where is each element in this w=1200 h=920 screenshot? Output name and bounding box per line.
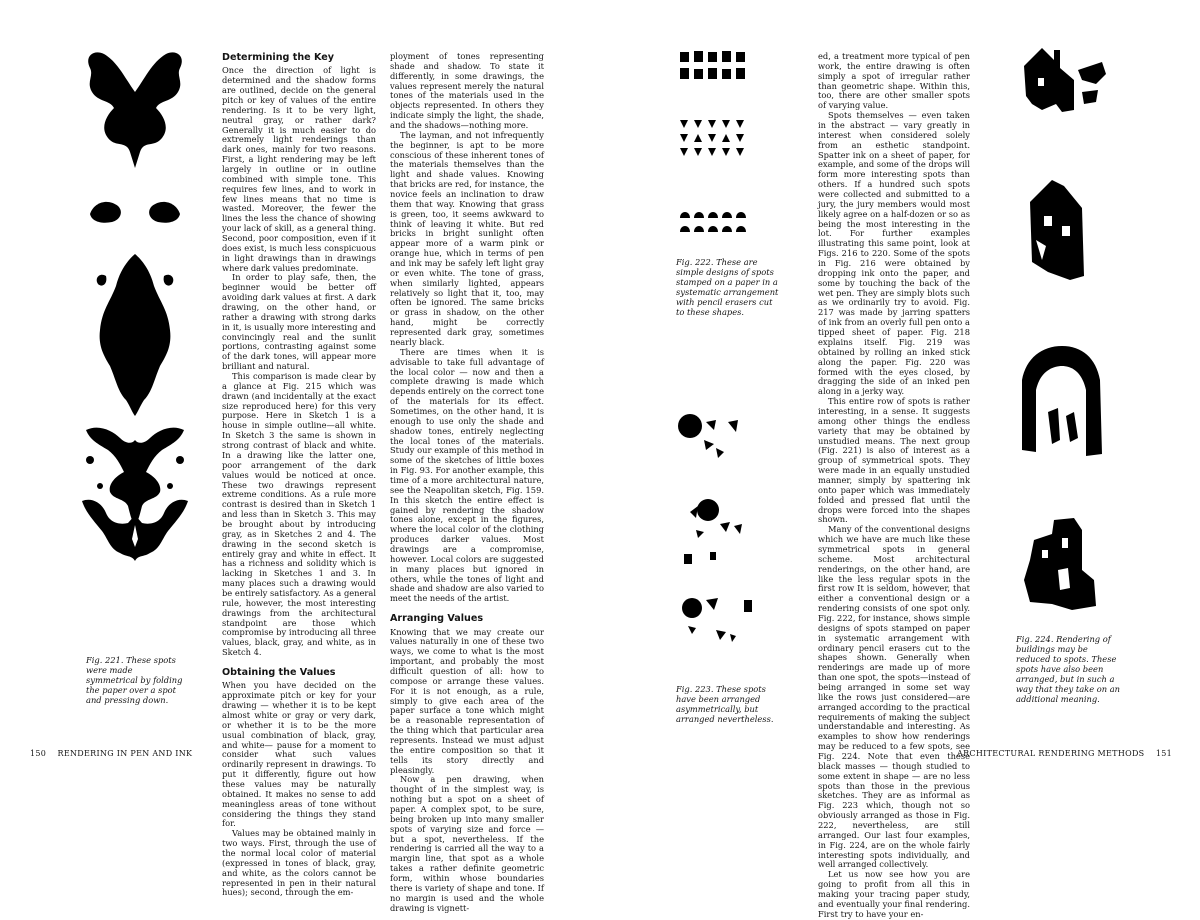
building-spot-4 xyxy=(1024,518,1096,610)
right-page-footer xyxy=(957,749,1172,758)
paragraph: Now a pen drawing, when thought of in the simplest way, is nothing but a spot on a sheet of paper. A complex spot, to be sure, being broken up into many smaller spots of varying size and force — but a spot, nevertheless. If the rendering is carried all the way to a margin line, that spot as a whole takes a rather definite geometric form, within whose boundaries there is variety of shape and tone. If no margin is used and the whole drawing is vignett- xyxy=(390,774,544,913)
paragraph: This entire row of spots is rather interesting, in a sense. It suggests among other things the endless variety that may be obtained by unstudied means. The next group (Fig. 221) is also of interest as a group of symmetrical spots. They were made in an equally unstudied manner, simply by spattering ink onto paper which was immediately folded and pressed flat until the drops were forced into the shapes shown. xyxy=(818,396,970,525)
fig-221-bottom-blot xyxy=(76,495,194,565)
paragraph: Spots themselves — even taken in the abstract — vary greatly in interest when considered solely from an esthetic standpoint. Spatter ink on a sheet of paper, for example, and some of the drops will form more interesting spots than others. If a hundred such spots were collected and submitted to a jury, the jury members would most likely agree on a half-dozen or so as being the most interesting in the lot. For further examples illustrating this same point, look at Figs. 216 to 220. Some of the spots in Fig. 216 were obtained by dropping ink onto the paper, and some by touching the back of the wet pen. They are simply blots such as we ordinarily try to avoid. Fig. 217 was made by jarring spatters of ink from an overly full pen onto a tipped sheet of paper. Fig. 218 explains itself. Fig. 219 was obtained by rolling an inked stick along the paper. Fig. 220 was formed with the eyes closed, by dragging the side of an inked pen along in a jerky way. xyxy=(818,110,970,397)
heading-obtaining-the-values: Obtaining the Values xyxy=(222,666,336,678)
page-number: 150 xyxy=(30,749,47,758)
fig-224-caption: Fig. 224. Rendering of buildings may be reduced to spots. These spots have also been arranged, but in such a way that they take on an additional meaning. xyxy=(1016,634,1121,704)
spot-group-2 xyxy=(684,499,742,564)
heading-arranging-values: Arranging Values xyxy=(390,613,484,625)
building-spot-3 xyxy=(1022,346,1102,456)
left-text-column-2 xyxy=(390,52,544,913)
fig-221-caption: Fig. 221. These spots were made symmetrical by folding the paper over a spot and pressing down. xyxy=(86,655,183,705)
stamp-row-triangles xyxy=(680,120,744,156)
left-page-footer xyxy=(30,749,192,758)
fig-223-caption: Fig. 223. These spots have been arranged asymmetrically, but arranged nevertheless. xyxy=(676,684,774,724)
paragraph: Knowing that we may create our values naturally in one of these two ways, we come to what is the most important, and probably the most difficult question of all: how to compose or arrange these values. For it is not enough, as a rule, simply to give each area of the paper surface a tone which might be a reasonable representation of the thing which that particular area represents. Instead we must adjust the entire composition so that it tells its story directly and pleasingly. xyxy=(390,626,544,775)
page-number: 151 xyxy=(1155,749,1172,758)
running-title: ARCHITECTURAL RENDERING METHODS xyxy=(957,749,1145,758)
stamp-row-squares xyxy=(680,51,745,79)
building-spot-2 xyxy=(1030,180,1084,280)
heading-determining-the-key: Determining the Key xyxy=(222,52,335,63)
paragraph: Many of the conventional designs which we have are much like these symmetrical spots in general scheme. Most architectural renderings, on the other hand, are like the less regular spots in the first row It is seldom, however, that either a conventional design or a rendering consists of one spot only. Fig. 222, for instance, shows simple designs of spots stamped on paper in systematic arrangement with ordinary pencil erasers cut to the shapes shown. Generally when renderings are made up of more than one spot, the spots—instead of being arranged in some set way like the rows just considered—are arranged according to the practical requirements of making the subject understandable and interesting. As examples to show how renderings may be reduced to a few spots, see Fig. 224. Note that even these black masses — though studied to some extent in shape — are no less spots than those in the previous sketches. They are as informal as Fig. 223 which, though not so obviously arranged as those in Fig. 222, nevertheless, are still arranged. Our last four examples, in Fig. 224, are on the whole fairly interesting spots individually, and well arranged collectively. xyxy=(818,524,970,870)
left-text-column-1 xyxy=(222,52,376,898)
paragraph: Once the direction of light is determined and the shadow forms are outlined, decide on the general pitch or key of values of the entire rendering. Is it to be very light, neutral gray, or rather dark? Generally it is much easier to do extremely light renderings than dark ones, mainly for two reasons. First, a light rendering may be left largely in outline or in outline combined with simple tone. This requires few lines, and to work in few lines means that no time is wasted. Moreover, the fewer the lines the less the chance of showing your lack of skill, as a general thing. Second, poor composition, even if it does exist, is much less conspicuous in light drawings than in drawings where dark values predominate. xyxy=(222,65,376,273)
paragraph: There are times when it is advisable to take full advantage of the local color — now and then a complete drawing is made which depends entirely on the correct tone of the materials for its effect. Sometimes, on the other hand, it is enough to use only the shade and shadow tones, entirely neglecting the local tones of the materials. Study our example of this method in some of the sketches of little boxes in Fig. 93. For another example, this time of a more architectural nature, see the Neapolitan sketch, Fig. 159. In this sketch the entire effect is gained by rendering the shadow tones alone, except in the figures, where the local color of the clothing produces darker values. Most drawings are a compromise, however. Local colors are suggested in many places but ignored in others, while the tones of light and shade and shadow are also varied to meet the needs of the artist. xyxy=(390,346,544,604)
fig-223-illustration xyxy=(676,412,760,680)
paragraph: The layman, and not infrequently the beginner, is apt to be more conscious of these inherent tones of the materials themselves than the light and shade values. Knowing that bricks are red, for instance, the novice feels an inclination to draw them that way. Knowing that grass is green, too, it seems awkward to think of leaving it white. But red bricks in bright sunlight often appear more of a warm pink or orange hue, which in terms of pen and ink may be safely left light gray or even white. The tone of grass, when similarly lighted, appears relatively so light that it, too, may often be ignored. The same bricks or grass in shadow, on the other hand, might be correctly represented dark gray, sometimes nearly black. xyxy=(390,129,544,347)
paragraph: When you have decided on the approximate pitch or key for your drawing — whether it is to be kept almost white or gray or very dark, or whether it is to be the more usual combination of black, gray, and white— pause for a moment to consider what such values ordinarily represent in drawings. To put it differently, figure out how these values may be naturally obtained. It makes no sense to add meaningless areas of tone without considering the things they stand for. xyxy=(222,680,376,829)
paragraph: Let us now see how you are going to profit from all this in making your tracing paper study, and eventually your final rendering. First try to have your en- xyxy=(818,869,970,919)
paragraph: In order to play safe, then, the beginner would be better off avoiding dark values at first. A dark drawing, on the other hand, or rather a drawing with strong darks in it, is usually more interesting and convincingly real and the sunlit portions, contrasting against some of the dark tones, will appear more brilliant and natural. xyxy=(222,272,376,372)
spot-group-3 xyxy=(682,598,752,642)
paragraph: ployment of tones representing shade and shadow. To state it differently, in some drawings, the values represent merely the natural tones of the materials used in the objects represented. In others they indicate simply the light, the shade, and the shadows—nothing more. xyxy=(390,51,544,131)
fig-222-caption: Fig. 222. These are simple designs of spots stamped on a paper in a systematic arrangement with pencil erasers cut to these shapes. xyxy=(676,257,779,317)
running-title: RENDERING IN PEN AND INK xyxy=(57,749,193,758)
stamp-row-domes xyxy=(680,212,746,232)
right-text-column xyxy=(818,52,970,920)
building-spot-1 xyxy=(1024,48,1106,112)
paragraph: ed, a treatment more typical of pen work, the entire drawing is often simply a spot of irregular rather than geometric shape. Within this, too, there are other smaller spots of varying value. xyxy=(818,51,970,111)
blot-moth xyxy=(88,52,182,168)
fig-222-illustration xyxy=(676,48,756,248)
blot-pair xyxy=(90,202,180,223)
fig-224-illustration xyxy=(1012,40,1112,620)
spot-group-1 xyxy=(678,414,738,458)
paragraph: Values may be obtained mainly in two ways. First, through the use of the normal local color of material (expressed in tones of black, gray, and white, as the colors cannot be represented in pen in their natural hues); second, through the em- xyxy=(222,828,376,898)
paragraph: This comparison is made clear by a glance at Fig. 215 which was drawn (and incidentally at the exact size reproduced here) for this very purpose. Here in Sketch 1 is a house in simple outline—all white. In Sketch 3 the same is shown in strong contrast of black and white. In a drawing like the latter one, poor arrangement of the dark values would be noticed at once. These two drawings represent extreme conditions. As a rule more contrast is desired than in Sketch 1 and less than in Sketch 3. This may be brought about by introducing gray, as in Sketches 2 and 4. The drawing in the second sketch is entirely gray and white in effect. It has a richness and solidity which is lacking in Sketches 1 and 3. In many places such a drawing would be entirely satisfactory. As a general rule, however, the most interesting drawings from the architectural standpoint are those which compromise by introducing all three values, black, gray, and white, as in Sketch 4. xyxy=(222,371,376,658)
blot-figure xyxy=(97,254,174,416)
